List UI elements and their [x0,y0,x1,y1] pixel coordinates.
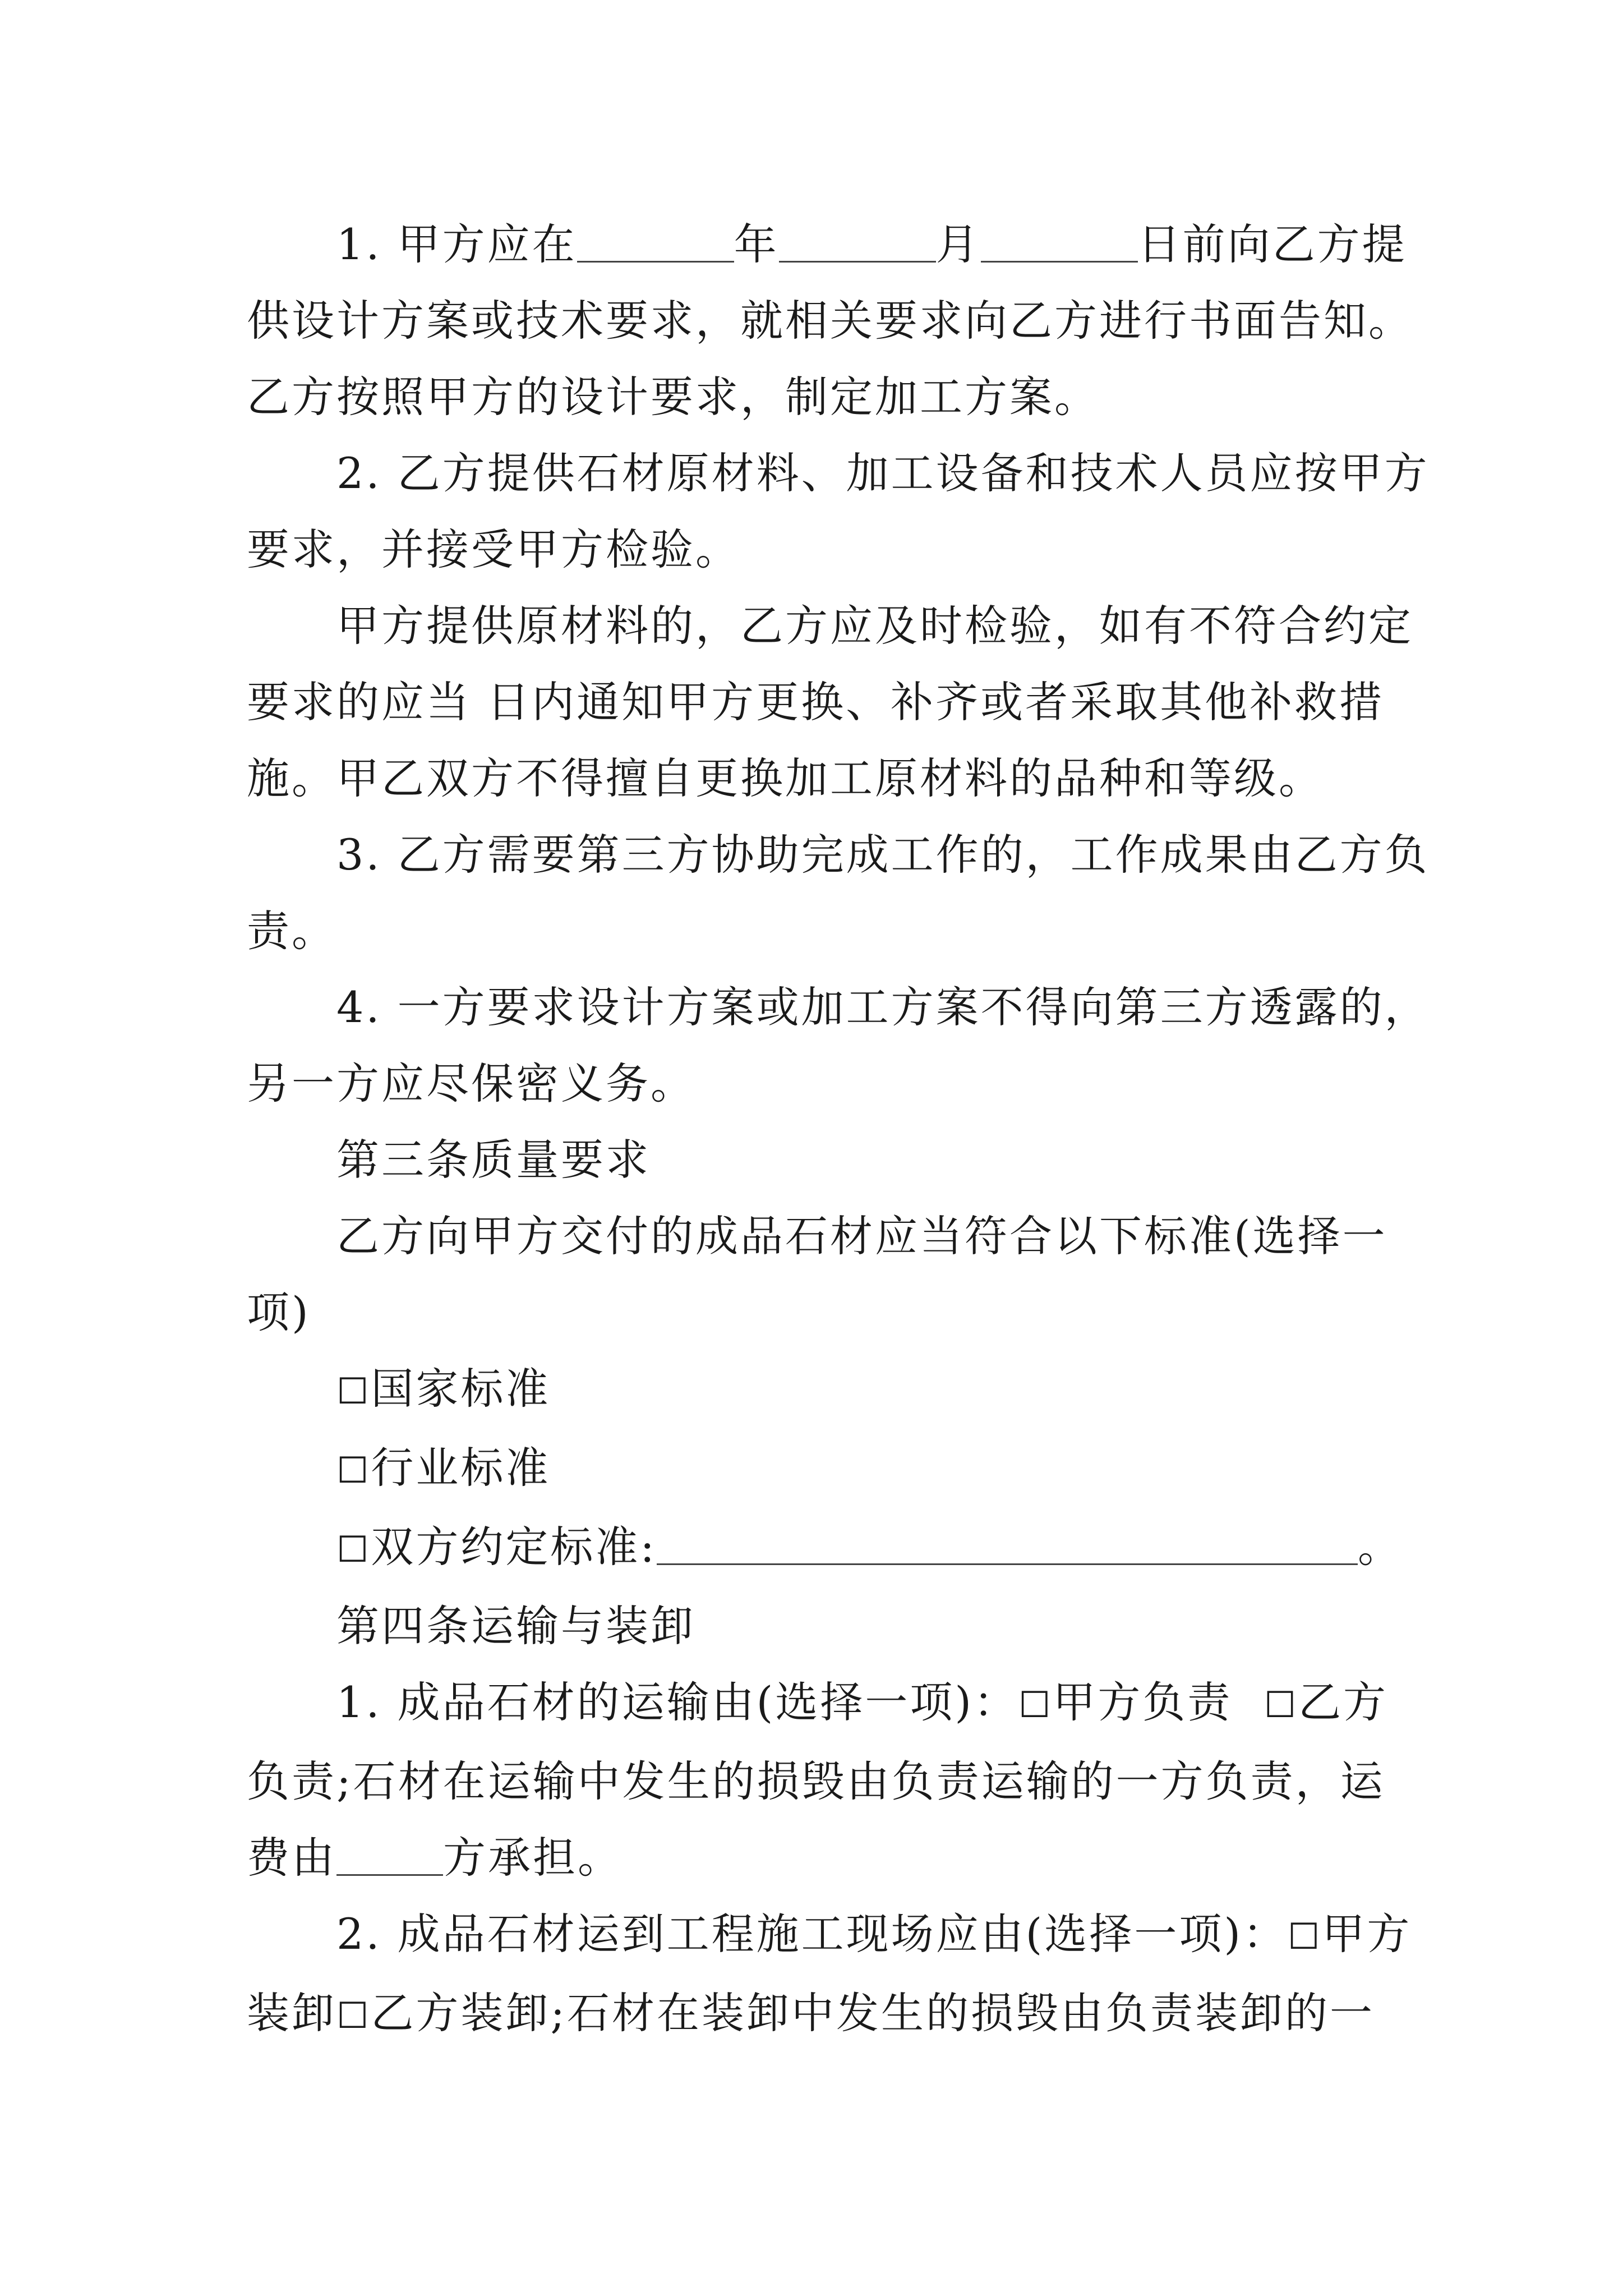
checkbox-icon[interactable]: ☐ [336,1529,371,1571]
text: 方承担。 [443,1833,623,1883]
text: 装卸 [247,1988,336,2038]
text: 月 [935,219,981,269]
clause-2-2b-line-2: 要求的应当 日内通知甲方更换、补齐或者采取其他补救措 [247,677,1385,727]
option-label: 国家标准 [371,1364,551,1414]
quality-line-2: 项) [247,1287,311,1337]
transport-line-2: 负责;石材在运输中发生的损毁由负责运输的一方负责，运 [247,1756,1385,1806]
option-label: 行业标准 [371,1443,551,1493]
loading-line-2 [247,1975,1391,2054]
option-agreed-standard [247,1509,1403,1588]
option-national-standard [247,1351,1391,1430]
text: 年 [734,219,779,269]
clause-2-3-line-2: 责。 [247,906,336,956]
option-industry-standard [247,1430,1391,1509]
transport-line-1 [247,1664,1391,1743]
section-heading-transport: 第四条运输与装卸 [336,1601,695,1651]
text: 1. 甲方应在 [336,219,577,269]
document-page [247,206,1430,2054]
blank-year-field[interactable] [577,227,734,263]
option-label: 双方约定标准: [371,1522,657,1572]
checkbox-icon[interactable]: ☐ [1018,1685,1053,1726]
clause-2-1-line-1 [247,206,1407,283]
checkbox-icon[interactable]: ☐ [336,1450,371,1492]
clause-2-4-line-2: 另一方应尽保密义务。 [247,1059,695,1108]
option-label: 甲方负责 [1053,1677,1233,1727]
agreed-standard-field[interactable] [657,1530,1358,1565]
text: 。 [1357,1522,1403,1572]
text: 费由 [247,1833,336,1883]
checkbox-icon[interactable]: ☐ [1287,1916,1322,1958]
text: 1. 成品石材的运输由(选择一项)： [336,1677,1018,1727]
checkbox-icon[interactable]: ☐ [336,1371,371,1412]
clause-2-3-line-1: 3. 乙方需要第三方协助完成工作的，工作成果由乙方负 [336,830,1430,880]
clause-2-2-line-1: 2. 乙方提供石材原材料、加工设备和技术人员应按甲方 [336,448,1430,498]
transport-line-3 [247,1820,1391,1896]
text: 2. 成品石材运到工程施工现场应由(选择一项)： [336,1909,1288,1959]
loading-line-1 [247,1896,1412,1975]
clause-2-2-line-2: 要求，并接受甲方检验。 [247,524,740,574]
clause-2-2b-line-1: 甲方提供原材料的，乙方应及时检验，如有不符合约定 [336,601,1413,651]
blank-month-field[interactable] [779,227,936,263]
clause-2-1-line-2: 供设计方案或技术要求，就相关要求向乙方进行书面告知。 [247,296,1413,346]
quality-line-1: 乙方向甲方交付的成品石材应当符合以下标准(选择一 [336,1211,1387,1261]
checkbox-icon[interactable]: ☐ [1264,1685,1299,1726]
clause-2-4-line-1: 4. 一方要求设计方案或加工方案不得向第三方透露的， [336,982,1430,1032]
option-label: 乙方 [1298,1677,1389,1727]
freight-party-field[interactable] [336,1841,443,1876]
checkbox-icon[interactable]: ☐ [336,1995,371,2037]
text: 乙方装卸;石材在装卸中发生的损毁由负责装卸的一 [371,1988,1375,2038]
clause-2-1-line-3: 乙方按照甲方的设计要求，制定加工方案。 [247,372,1099,422]
option-label: 甲方 [1322,1909,1412,1959]
blank-day-field[interactable] [981,227,1138,263]
section-heading-quality: 第三条质量要求 [336,1135,651,1185]
clause-2-2b-line-3: 施。甲乙双方不得擅自更换加工原材料的品种和等级。 [247,753,1324,803]
text: 日前向乙方提 [1137,219,1407,269]
